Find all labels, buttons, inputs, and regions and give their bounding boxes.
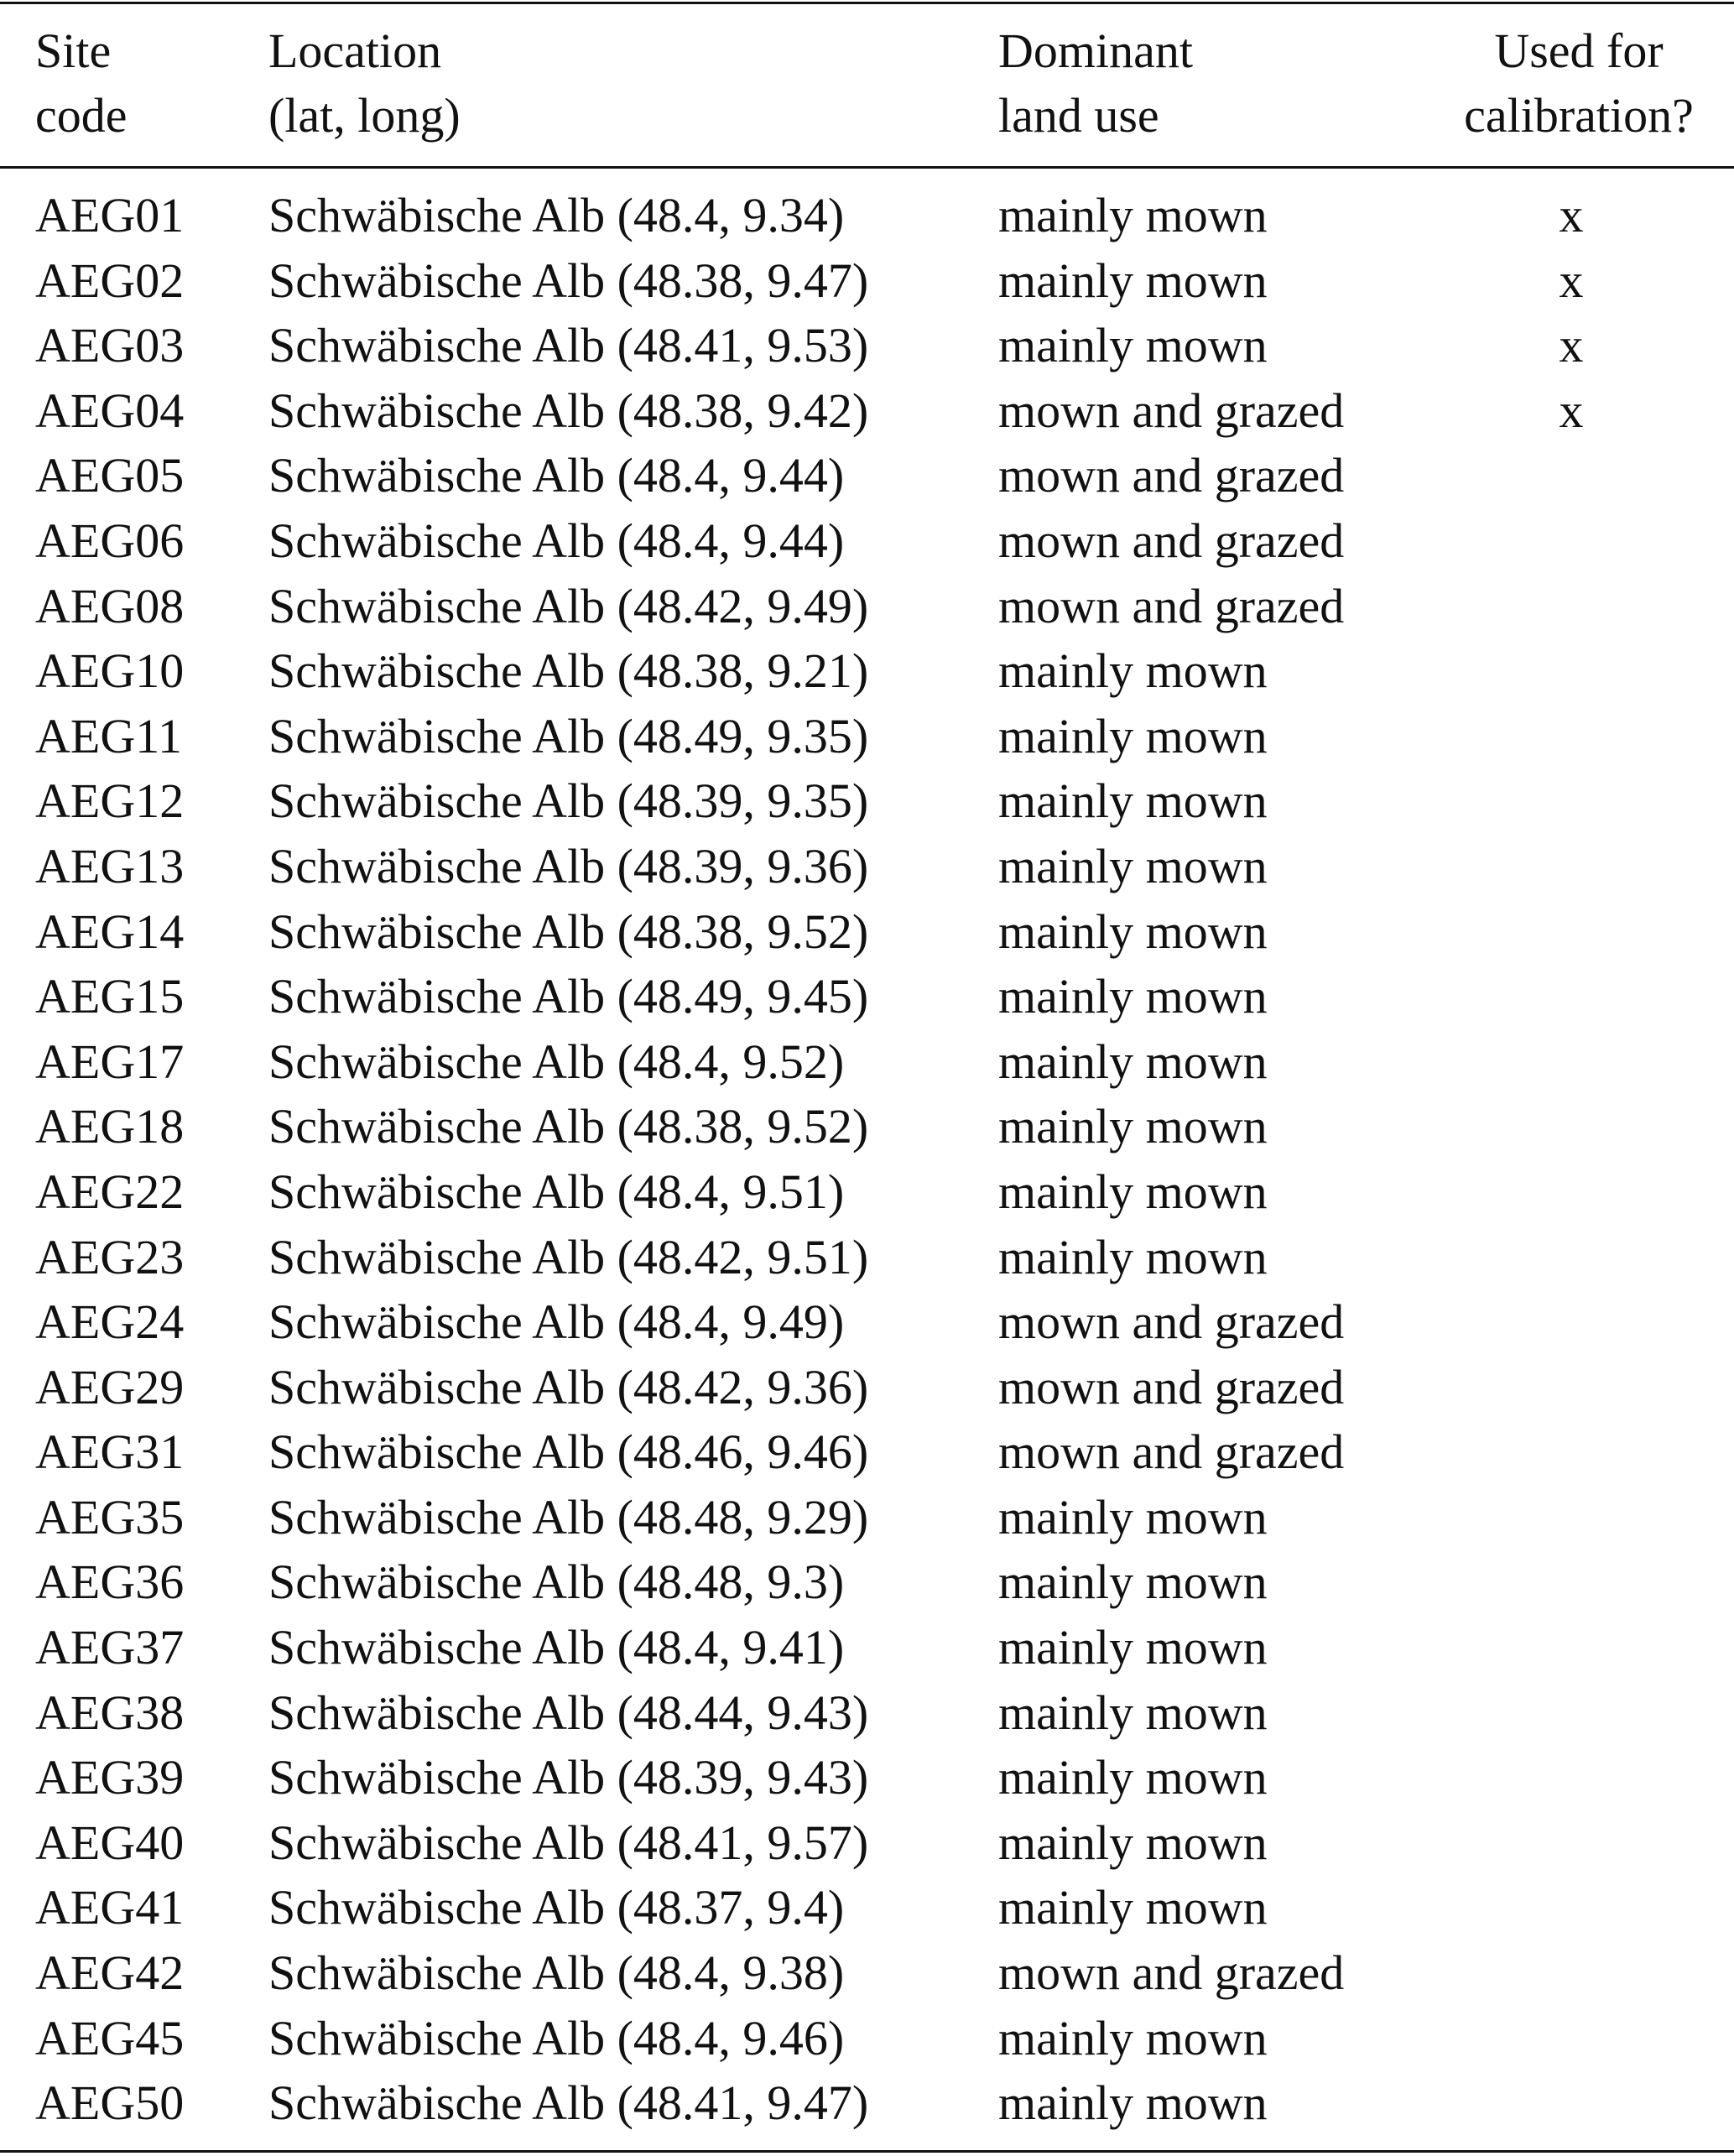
land-use-cell: mainly mown [998,1489,1268,1544]
location-cell: Schwäbische Alb (48.48, 9.29) [268,1489,869,1544]
table-row [0,1745,1734,1810]
location-cell: Schwäbische Alb (48.4, 9.44) [268,448,845,503]
land-use-cell: mown and grazed [998,578,1345,633]
land-use-cell: mown and grazed [998,1945,1345,2001]
table-body [0,183,1734,2136]
site-code-cell: AEG36 [35,1555,185,1610]
land-use-cell: mainly mown [998,318,1268,373]
land-use-cell: mainly mown [998,1880,1268,1935]
location-cell: Schwäbische Alb (48.41, 9.57) [268,1815,869,1870]
table-row [0,1094,1734,1159]
location-cell: Schwäbische Alb (48.49, 9.35) [268,708,869,763]
land-use-cell: mown and grazed [998,513,1345,568]
site-code-cell: AEG29 [35,1359,185,1414]
location-cell: Schwäbische Alb (48.38, 9.21) [268,643,869,699]
location-cell: Schwäbische Alb (48.42, 9.36) [268,1359,869,1414]
site-code-cell: AEG31 [35,1424,185,1480]
table-row [0,2006,1734,2071]
table-row [0,964,1734,1029]
location-cell: Schwäbische Alb (48.38, 9.52) [268,1099,869,1154]
header-location [268,18,461,148]
calibration-cell: x [1559,188,1584,242]
site-code-cell: AEG18 [35,1099,185,1154]
header-location-line1: Location [268,23,442,78]
table-row [0,1615,1734,1680]
location-cell: Schwäbische Alb (48.49, 9.45) [268,969,869,1024]
table-row [0,378,1734,444]
calibration-cell: x [1559,383,1584,438]
header-land-use-line1: Dominant [998,23,1193,78]
site-code-cell: AEG12 [35,773,185,829]
table-row [0,508,1734,574]
location-cell: Schwäbische Alb (48.38, 9.42) [268,383,869,438]
location-cell: Schwäbische Alb (48.44, 9.43) [268,1685,869,1740]
location-cell: Schwäbische Alb (48.42, 9.49) [268,578,869,633]
table-row [0,313,1734,378]
table-row [0,443,1734,508]
header-calibration-line1: Used for [1494,23,1664,78]
land-use-cell: mainly mown [998,1685,1268,1740]
table-bottom-rule [0,2150,1734,2153]
land-use-cell: mainly mown [998,969,1268,1024]
table-row [0,1225,1734,1290]
location-cell: Schwäbische Alb (48.42, 9.51) [268,1229,869,1284]
location-cell: Schwäbische Alb (48.39, 9.35) [268,773,869,829]
land-use-cell: mainly mown [998,838,1268,893]
calibration-cell: x [1559,253,1584,308]
location-cell: Schwäbische Alb (48.37, 9.4) [268,1880,845,1935]
site-code-cell: AEG14 [35,904,185,959]
header-land-use-line2: land use [998,88,1159,143]
location-cell: Schwäbische Alb (48.4, 9.41) [268,1620,845,1675]
location-cell: Schwäbische Alb (48.46, 9.46) [268,1424,869,1480]
land-use-cell: mainly mown [998,1099,1268,1154]
table-row [0,574,1734,639]
location-cell: Schwäbische Alb (48.4, 9.46) [268,2010,845,2065]
site-code-cell: AEG38 [35,1685,185,1740]
site-code-cell: AEG06 [35,513,185,568]
table-header-rule [0,166,1734,169]
table-row [0,1549,1734,1615]
location-cell: Schwäbische Alb (48.39, 9.43) [268,1750,869,1805]
location-cell: Schwäbische Alb (48.48, 9.3) [268,1555,845,1610]
site-code-cell: AEG42 [35,1945,185,2001]
location-cell: Schwäbische Alb (48.4, 9.38) [268,1945,845,2001]
land-use-cell: mainly mown [998,643,1268,699]
site-code-cell: AEG02 [35,253,185,308]
land-use-cell: mainly mown [998,2075,1268,2131]
table-row [0,1289,1734,1355]
location-cell: Schwäbische Alb (48.41, 9.53) [268,318,869,373]
table-row [0,899,1734,965]
table-row [0,248,1734,314]
table-header-row [0,18,1734,153]
site-code-cell: AEG04 [35,383,185,438]
site-code-cell: AEG40 [35,1815,185,1870]
site-code-cell: AEG08 [35,578,185,633]
location-cell: Schwäbische Alb (48.4, 9.49) [268,1294,845,1350]
land-use-cell: mainly mown [998,188,1268,242]
location-cell: Schwäbische Alb (48.39, 9.36) [268,838,869,893]
site-code-cell: AEG37 [35,1620,185,1675]
site-code-cell: AEG10 [35,643,185,699]
location-cell: Schwäbische Alb (48.38, 9.47) [268,253,869,308]
location-cell: Schwäbische Alb (48.4, 9.44) [268,513,845,568]
site-code-cell: AEG03 [35,318,185,373]
land-use-cell: mainly mown [998,253,1268,308]
site-code-cell: AEG11 [35,708,183,763]
table-row [0,704,1734,769]
site-code-cell: AEG23 [35,1229,185,1284]
header-site-code-line2: code [35,88,128,143]
header-calibration [1342,18,1717,148]
site-code-cell: AEG15 [35,969,185,1024]
site-code-cell: AEG45 [35,2010,185,2065]
land-use-cell: mainly mown [998,2010,1268,2065]
site-code-cell: AEG17 [35,1034,185,1089]
header-site-code-line1: Site [35,23,112,78]
table-row [0,2070,1734,2136]
table-row [0,1159,1734,1225]
site-code-cell: AEG50 [35,2075,185,2131]
location-cell: Schwäbische Alb (48.4, 9.52) [268,1034,845,1089]
site-code-cell: AEG22 [35,1164,185,1219]
land-use-cell: mainly mown [998,1750,1268,1805]
table-row [0,1940,1734,2006]
site-code-cell: AEG39 [35,1750,185,1805]
table-row [0,1029,1734,1095]
location-cell: Schwäbische Alb (48.41, 9.47) [268,2075,869,2131]
header-location-line2: (lat, long) [268,88,461,143]
table-row [0,1485,1734,1550]
land-use-cell: mown and grazed [998,1359,1345,1414]
land-use-cell: mainly mown [998,1164,1268,1219]
calibration-cell: x [1559,318,1584,373]
table-row [0,1680,1734,1746]
location-cell: Schwäbische Alb (48.4, 9.51) [268,1164,845,1219]
table-row [0,1419,1734,1485]
land-use-cell: mainly mown [998,904,1268,959]
land-use-cell: mainly mown [998,1229,1268,1284]
table-row [0,1875,1734,1940]
table-row [0,183,1734,248]
table-row [0,1810,1734,1876]
site-code-cell: AEG01 [35,188,185,242]
land-use-cell: mainly mown [998,708,1268,763]
header-calibration-line2: calibration? [1464,88,1694,143]
land-use-cell: mainly mown [998,1815,1268,1870]
table-row [0,768,1734,834]
table-top-rule [0,2,1734,4]
table-row [0,834,1734,899]
land-use-cell: mainly mown [998,1034,1268,1089]
land-use-cell: mainly mown [998,1620,1268,1675]
land-use-cell: mown and grazed [998,448,1345,503]
table-row [0,638,1734,704]
land-use-cell: mown and grazed [998,1424,1345,1480]
table-row [0,1355,1734,1420]
land-use-cell: mainly mown [998,773,1268,829]
site-code-cell: AEG41 [35,1880,185,1935]
site-code-cell: AEG05 [35,448,185,503]
land-use-cell: mown and grazed [998,383,1345,438]
header-site-code [35,18,128,148]
site-code-cell: AEG35 [35,1489,185,1544]
location-cell: Schwäbische Alb (48.4, 9.34) [268,188,845,242]
land-use-cell: mown and grazed [998,1294,1345,1350]
site-code-cell: AEG13 [35,838,185,893]
land-use-cell: mainly mown [998,1555,1268,1610]
location-cell: Schwäbische Alb (48.38, 9.52) [268,904,869,959]
header-land-use [998,18,1193,148]
site-code-cell: AEG24 [35,1294,185,1350]
